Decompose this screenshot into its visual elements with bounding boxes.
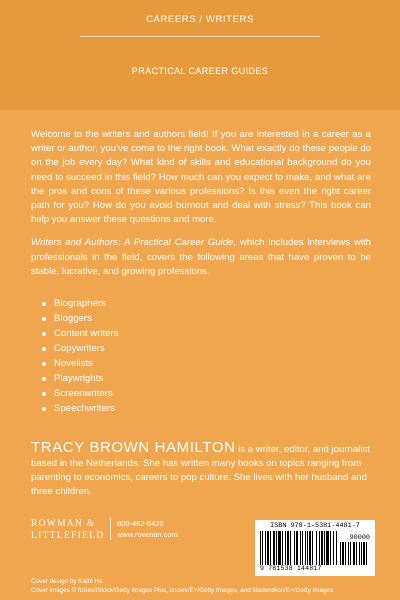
series-label: PRACTICAL CAREER GUIDES [131,66,269,76]
cover-credits [31,578,333,595]
barcode-addon-bars [340,542,370,565]
isbn-number: ISBN 978-1-5381-4481-7 [270,522,360,530]
back-cover-blurb [31,128,371,288]
book-title: Writers and Authors: A Practical Career Guide [31,237,234,249]
barcode-bar [353,542,355,565]
barcode-bar [345,542,346,565]
barcode-bar [316,531,317,565]
list-item: Content writers [42,326,119,341]
barcode-bar [296,531,298,565]
barcode-bars [260,531,338,565]
list-item: Speechwriters [42,401,119,416]
barcode-digits: 9 781538 144817 [260,565,322,572]
list-item: Screenwriters [42,386,119,401]
barcode-bar [265,531,266,565]
barcode-bar [342,542,344,565]
list-item: Bloggers [42,311,119,326]
barcode-bar [321,531,323,565]
publisher-logo [31,518,104,542]
author-bio-text: is a writer, editor, and journalist based in the Netherlands. She has written many books on topics ranging from parenting to economics, careers to pop culture. She lives with her husband and three children. [31,444,370,497]
barcode-bar [361,542,362,565]
barcode-bar [267,531,269,565]
publisher-name-line2: LITTLEFIELD [31,531,105,541]
barcode-bar [278,531,281,565]
barcode-bar [285,531,286,565]
barcode-bar [270,531,271,565]
list-item: Novelists [42,356,119,371]
barcode-bar [302,531,303,565]
barcode-bar [359,542,360,565]
barcode-bar [307,531,308,565]
barcode-bar [336,531,337,565]
list-item: Copywriters [42,341,119,356]
barcode-bar [350,542,351,565]
profession-list [42,296,119,416]
barcode-bar [290,531,291,565]
barcode-bar [330,531,331,565]
barcode-bar [348,542,349,565]
barcode-bar [287,531,289,565]
publisher-divider [110,518,111,540]
barcode-bar [319,531,320,565]
list-item: Biographers [42,296,119,311]
barcode-bar [363,542,365,565]
publisher-phone: 800-462-6420 [117,519,164,528]
header-divider [80,36,320,37]
barcode-bar [309,531,311,565]
publisher-contact [117,518,178,540]
barcode-bar [294,531,295,565]
barcode-bar [262,531,263,565]
barcode-bar [326,531,329,565]
price-code: 90000 [349,534,370,542]
barcode-bar [356,542,357,565]
barcode-bar [305,531,306,565]
barcode-bar [312,531,313,565]
category-label: CAREERS / WRITERS [146,14,254,25]
blurb-paragraph-intro: Welcome to the writers and authors field! If you are interested in a career as a writer or author, you’ve come to the right book. What exactly do these people do on the job every day? What kind of skills and educational background do you need to succeed in this field? How much can you expect to make, and what are the pros and cons of these various professions? Is this even the right career path for you? How do you avoid burnout and deal with stress? This book can help you answer these questions and more. [31,129,371,226]
barcode-bar [340,542,341,565]
barcode-bar [300,531,301,565]
barcode-bar [260,531,261,565]
publisher-name-line1: ROWMAN & [31,519,96,529]
barcode-bar [273,531,275,565]
cover-image-credit: Cover images © fizkes/iStock/Getty Images Plus, Izusek/E+/Getty Images, and fdadendron/E+/Getty Images [31,586,334,594]
barcode-bar [366,542,367,565]
barcode-bar [282,531,283,565]
blurb-paragraph-areas-text: , which includes interviews with professionals in the field, covers the following areas that have proven to be stable, lucrative, and growing professions. [31,237,371,277]
author-name: TRACY BROWN HAMILTON [31,439,236,456]
blurb-paragraph-areas [31,236,371,279]
list-item: Playwrights [42,371,119,386]
barcode-bar [324,531,325,565]
author-bio [31,441,375,499]
barcode-bar [333,531,334,565]
publisher-website[interactable]: www.rowman.com [117,530,178,539]
cover-design-credit: Cover design by Kathi Ha [31,578,103,585]
barcode-bar [276,531,277,565]
barcode [255,520,375,576]
